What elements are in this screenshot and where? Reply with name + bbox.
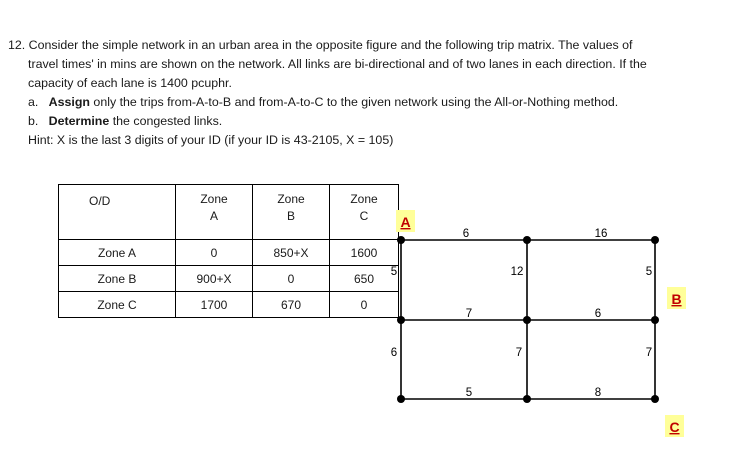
- hint: Hint: X is the last 3 digits of your ID (if your ID is 43-2105, X = 105): [28, 133, 394, 147]
- node: [651, 236, 659, 244]
- zone-b-label: [667, 287, 686, 309]
- cell: 0: [253, 266, 330, 292]
- time-right-upper: 5: [645, 266, 653, 278]
- od-corner: O/D: [59, 185, 176, 240]
- node: [397, 316, 405, 324]
- link-time-labels: [391, 228, 652, 399]
- part-b-verb: Determine: [48, 114, 110, 128]
- node: [397, 395, 405, 403]
- time-mid-right: 6: [594, 308, 602, 320]
- header-zone-a: Zone A: [176, 185, 253, 240]
- time-top-right: 16: [594, 228, 608, 240]
- header-zone-c: Zone C: [330, 185, 399, 240]
- node: [523, 236, 531, 244]
- cell: 1700: [176, 292, 253, 318]
- node: [397, 236, 405, 244]
- cell: 900+X: [176, 266, 253, 292]
- question-line: 12. Consider the simple network in an urban area in the opposite figure and the following trip matrix. The values of: [8, 38, 633, 52]
- cell: 670: [253, 292, 330, 318]
- time-left-upper: 5: [390, 266, 398, 278]
- zone-b-text: B: [671, 291, 682, 307]
- cell: 850+X: [253, 240, 330, 266]
- part-b-text: the congested links.: [109, 114, 223, 128]
- node: [523, 316, 531, 324]
- part-a-text: only the trips from-A-to-B and from-A-to-C to the given network using the All-or-Nothing method.: [89, 95, 619, 109]
- time-middle-upper: 12: [510, 266, 524, 278]
- node: [651, 395, 659, 403]
- node: [523, 395, 531, 403]
- zone-a-text: A: [400, 214, 411, 230]
- question-line: travel times' in mins are shown on the network. All links are bi-directional and of two lanes in each direction. If the: [28, 57, 647, 71]
- time-middle-lower: 7: [515, 347, 523, 359]
- row-label: Zone A: [59, 240, 176, 266]
- time-bottom-left: 5: [465, 387, 473, 399]
- cell: 0: [330, 292, 399, 318]
- row-label: Zone B: [59, 266, 176, 292]
- zone-a-label: [396, 210, 415, 232]
- cell: 0: [176, 240, 253, 266]
- row-label: Zone C: [59, 292, 176, 318]
- part-b-prefix: b.: [28, 114, 39, 128]
- cell: 650: [330, 266, 399, 292]
- zone-c-label: [665, 415, 684, 437]
- node: [651, 316, 659, 324]
- header-zone-b: Zone B: [253, 185, 330, 240]
- part-a-prefix: a.: [28, 95, 39, 109]
- time-left-lower: 6: [390, 347, 398, 359]
- part-a-verb: Assign: [48, 95, 90, 109]
- time-bottom-right: 8: [594, 387, 602, 399]
- cell: 1600: [330, 240, 399, 266]
- time-right-lower: 7: [645, 347, 653, 359]
- time-mid-left: 7: [465, 308, 473, 320]
- question-line: capacity of each lane is 1400 pcuphr.: [28, 76, 232, 90]
- zone-c-text: C: [669, 419, 680, 435]
- time-top-left: 6: [462, 228, 470, 240]
